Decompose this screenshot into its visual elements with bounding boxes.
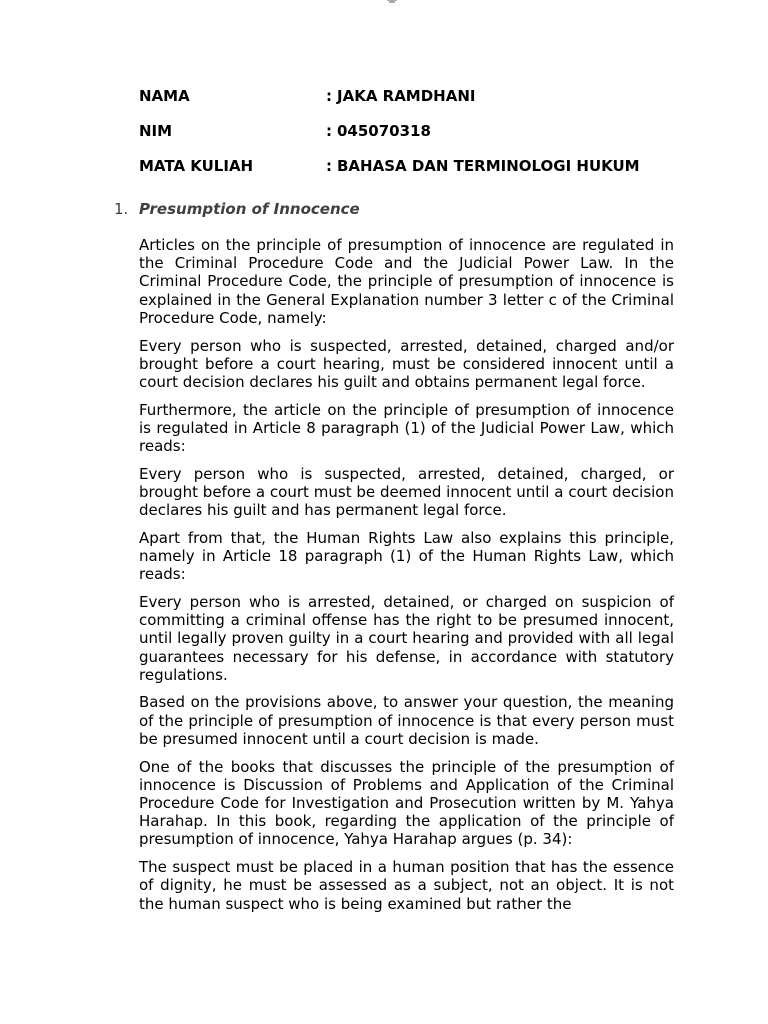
info-value-group — [326, 122, 431, 140]
info-value: 045070318 — [337, 122, 431, 140]
paragraph: Articles on the principle of presumption of innocence are regulated in the Criminal Procedure Code and the Judicial Power Law. In the Criminal Procedure Code, the principle of presumption of innocence is explained in the General Explanation number 3 letter c of the Criminal Procedure Code, namely: — [139, 236, 674, 327]
body-text — [139, 236, 674, 922]
paragraph: Every person who is suspected, arrested, detained, charged and/or brought before a court hearing, must be considered innocent until a court decision declares his guilt and obtains permanent legal force. — [139, 336, 674, 391]
section-number: 1. — [114, 200, 129, 218]
paragraph: Based on the provisions above, to answer your question, the meaning of the principle of presumption of innocence is that every person must be presumed innocent until a court decision is made. — [139, 693, 674, 748]
paragraph: Every person who is suspected, arrested, detained, charged, or brought before a court must be deemed innocent until a court decision declares his guilt and has permanent legal force. — [139, 464, 674, 520]
info-value: BAHASA DAN TERMINOLOGI HUKUM — [337, 157, 640, 175]
info-separator: : — [326, 87, 332, 105]
info-label: MATA KULIAH — [139, 157, 254, 175]
info-separator: : — [326, 157, 332, 175]
paragraph: Apart from that, the Human Rights Law also explains this principle, namely in Article 18 paragraph (1) of the Human Rights Law, which reads: — [139, 528, 674, 584]
info-value-group — [326, 157, 640, 175]
info-value-group — [326, 87, 475, 105]
paragraph: Every person who is arrested, detained, or charged on suspicion of committing a criminal offense has the right to be presumed innocent, until legally proven guilty in a court hearing and provided with all legal guarantees necessary for his defense, in accordance with statutory regulations. — [139, 592, 674, 684]
section-title: Presumption of Innocence — [139, 200, 360, 218]
info-value: JAKA RAMDHANI — [337, 87, 476, 105]
paragraph: The suspect must be placed in a human position that has the essence of dignity, he must be assessed as a subject, not an object. It is not the human suspect who is being examined but rather the — [139, 858, 674, 913]
hand-pointing-down-icon — [384, 0, 400, 3]
info-label: NAMA — [139, 87, 190, 105]
paragraph: One of the books that discusses the principle of the presumption of innocence is Discussion of Problems and Application of the Criminal Procedure Code for Investigation and Prosecution written by M. Yahya Harahap. In this book, regarding the application of the principle of presumption of innocence, Yahya Harahap argues (p. 34): — [139, 757, 674, 849]
info-separator: : — [326, 122, 332, 140]
paragraph: Furthermore, the article on the principle of presumption of innocence is regulated in Article 8 paragraph (1) of the Judicial Power Law, which reads: — [139, 400, 674, 456]
info-label: NIM — [139, 122, 173, 140]
